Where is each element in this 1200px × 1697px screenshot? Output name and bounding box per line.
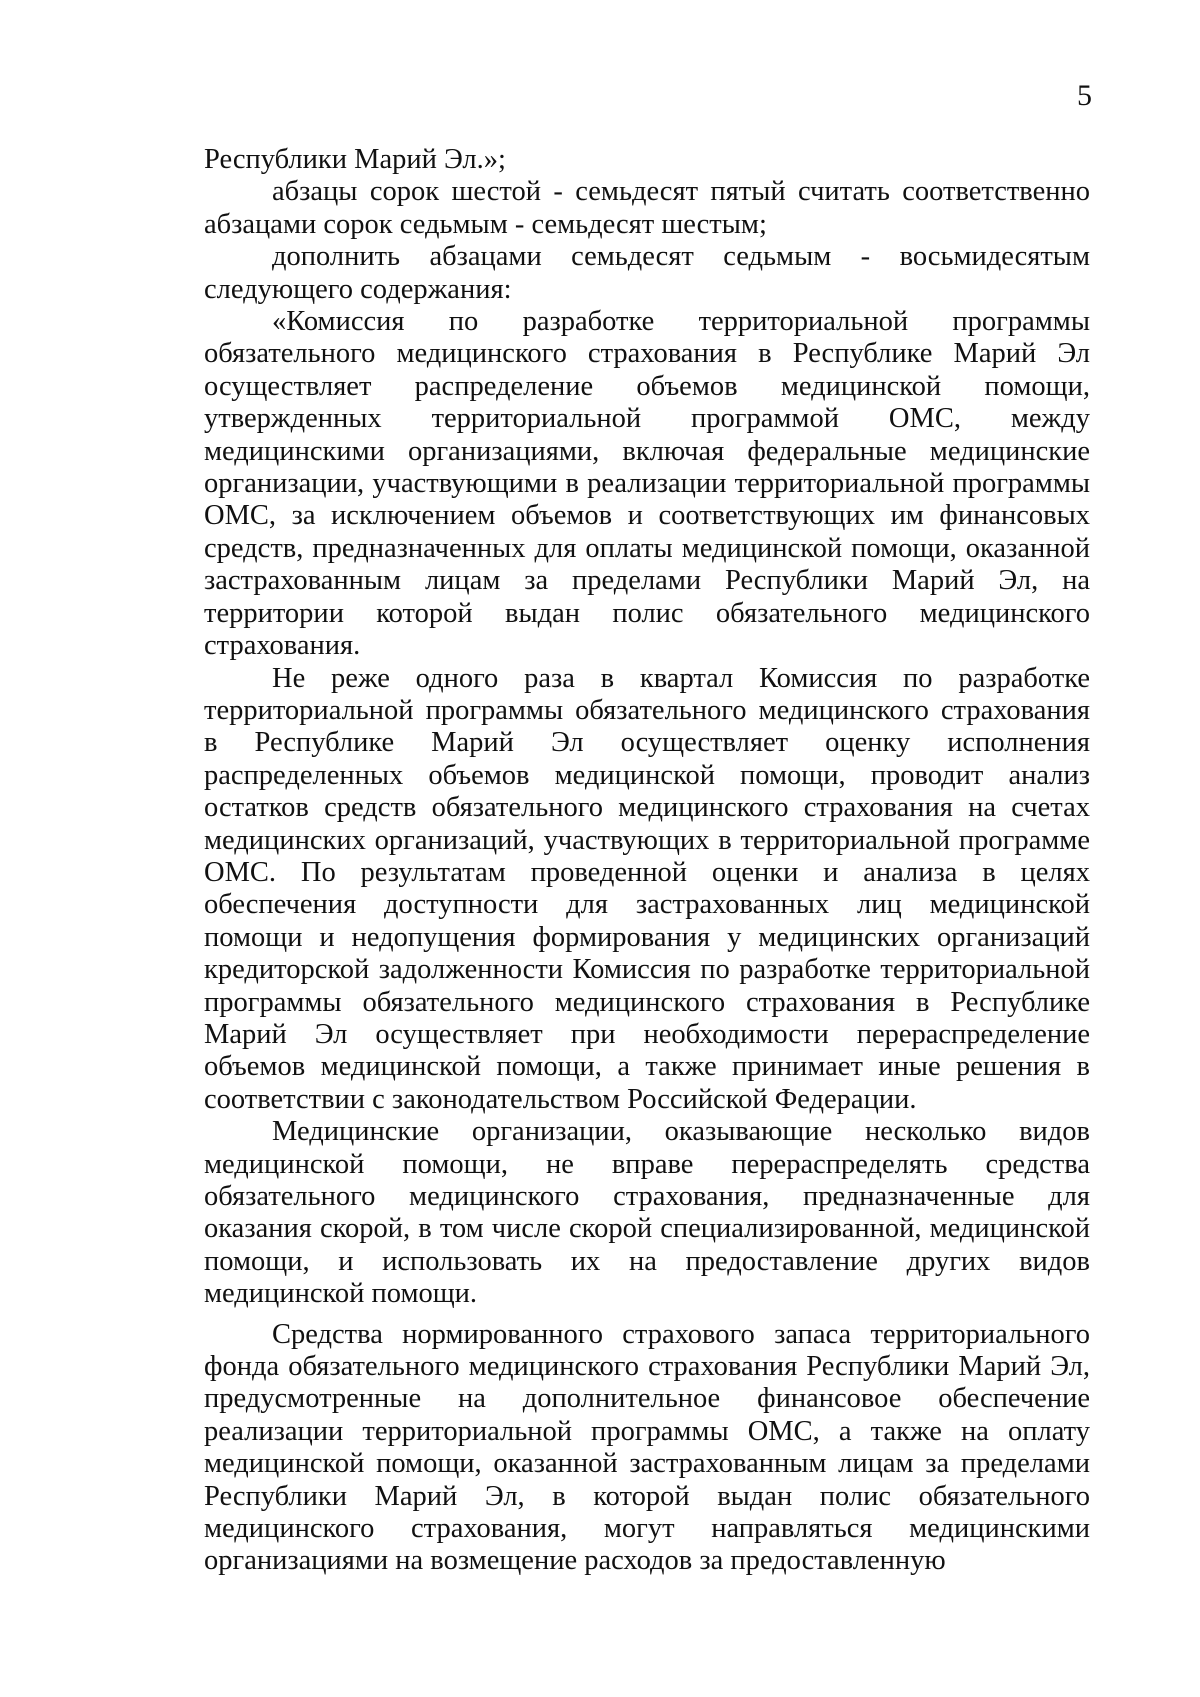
paragraph-addition: дополнить абзацами семьдесят седьмым - восьмидесятым следующего содержания:	[204, 241, 1090, 305]
page-number: 5	[1077, 79, 1092, 112]
paragraph-commission-distribution: «Комиссия по разработке территориальной программы обязательного медицинского страхования в Республике Марий Эл осуществляет распределение объемов медицинской помощи, утвержденных территориальной программой ОМС, между медицинскими организациями, включая федеральные медицинские организации, участвующими в реализации территориальной программы ОМС, за исключением объемов и соответствующих им финансовых средств, предназначенных для оплаты медицинской помощи, оказанной застрахованным лицам за пределами Республики Марий Эл, на территории которой выдан полис обязательного медицинского страхования.	[204, 306, 1090, 662]
paragraph-renumbering: абзацы сорок шестой - семьдесят пятый считать соответственно абзацами сорок седьмым - семьдесят шестым;	[204, 176, 1090, 240]
paragraph-continuation: Республики Марий Эл.»;	[204, 144, 506, 175]
paragraph-quarterly-review: Не реже одного раза в квартал Комиссия по разработке территориальной программы обязательного медицинского страхования в Республике Марий Эл осуществляет оценку исполнения распределенных объемов медицинской помощи, проводит анализ остатков средств обязательного медицинского страхования на счетах медицинских организаций, участвующих в территориальной программе ОМС. По результатам проведенной оценки и анализа в целях обеспечения доступности для застрахованных лиц медицинской помощи и недопущения формирования у медицинских организаций кредиторской задолженности Комиссия по разработке территориальной программы обязательного медицинского страхования в Республике Марий Эл осуществляет при необходимости перераспределение объемов медицинской помощи, а также принимает иные решения в соответствии с законодательством Российской Федерации.	[204, 662, 1090, 1115]
document-body	[204, 144, 1090, 1578]
paragraph-medical-organizations: Медицинские организации, оказывающие несколько видов медицинской помощи, не вправе перераспределять средства обязательного медицинского страхования, предназначенные для оказания скорой, в том числе скорой специализированной, медицинской помощи, и использовать их на предоставление других видов медицинской помощи.	[204, 1116, 1090, 1310]
paragraph-insurance-reserve: Средства нормированного страхового запаса территориального фонда обязательного медицинского страхования Республики Марий Эл, предусмотренные на дополнительное финансовое обеспечение реализации территориальной программы ОМС, а также на оплату медицинской помощи, оказанной застрахованным лицам за пределами Республики Марий Эл, в которой выдан полис обязательного медицинского страхования, могут направляться медицинскими организациями на возмещение расходов за предоставленную	[204, 1318, 1090, 1577]
